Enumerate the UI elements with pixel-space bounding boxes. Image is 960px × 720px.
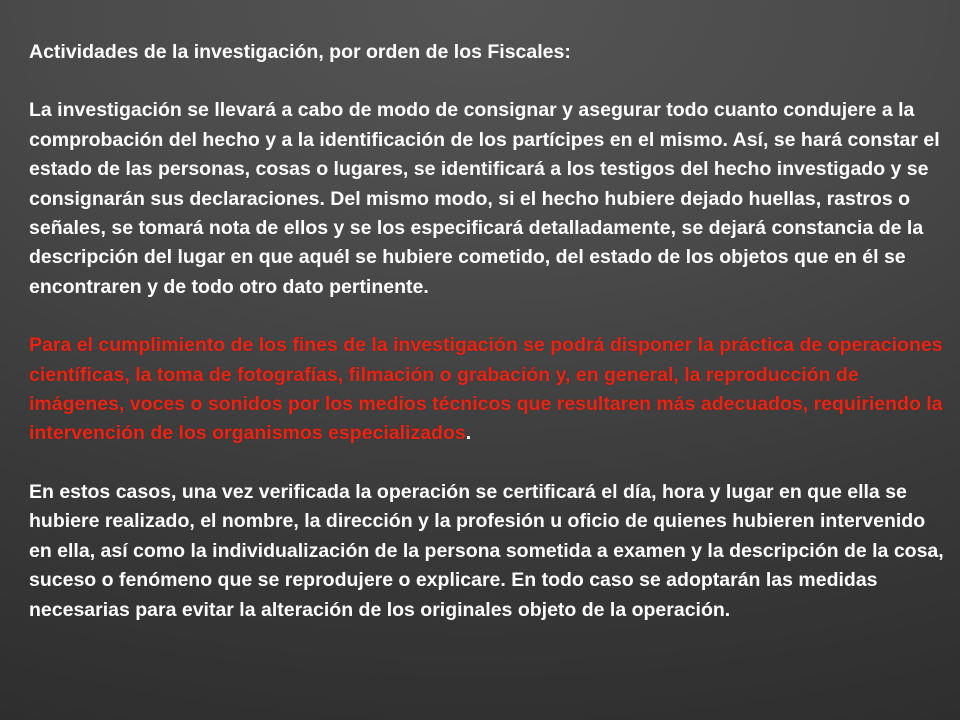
slide-text-block xyxy=(29,38,953,625)
slide-heading: Actividades de la investigación, por orden de los Fiscales: xyxy=(29,41,571,63)
paragraph-period: . xyxy=(465,422,472,445)
highlighted-text: Para el cumplimiento de los fines de la investigación se podrá disponer la práctica de operaciones científicas, la toma de fotografías, filmación o grabación y, en general, la reproducción de imágenes, voces o sonidos por los medios técnicos que resultaren más adecuados, requiriendo la intervención de los organismos especializados xyxy=(29,334,943,445)
paragraph-certification: En estos casos, una vez verificada la operación se certificará el día, hora y lugar en que ella se hubiere realizado, el nombre, la dirección y la profesión u oficio de quienes hubieren intervenido en ella, así como la individualización de la persona sometida a examen y la descripción de la cosa, suceso o fenómeno que se reprodujere o explicare. En todo caso se adoptarán las medidas necesarias para evitar la alteración de los originales objeto de la operación. xyxy=(29,480,944,621)
paragraph-scientific-operations xyxy=(29,331,953,449)
paragraph-investigation: La investigación se llevará a cabo de modo de consignar y asegurar todo cuanto condujere a la comprobación del hecho y a la identificación de los partícipes en el mismo. Así, se hará constar el estado de las personas, cosas o lugares, se identificará a los testigos del hecho investigado y se consignarán sus declaraciones. Del mismo modo, si el hecho hubiere dejado huellas, rastros o señales, se tomará nota de ellos y se los especificará detalladamente, se dejará constancia de la descripción del lugar en que aquél se hubiere cometido, del estado de los objetos que en él se encontraren y de todo otro dato pertinente. xyxy=(29,99,940,298)
